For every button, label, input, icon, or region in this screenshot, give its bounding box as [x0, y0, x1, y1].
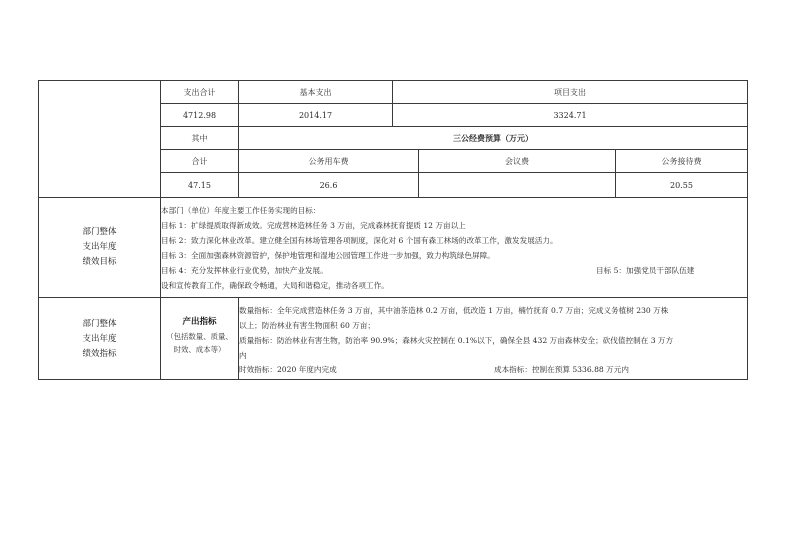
indicators-label-line-1: 部门整体 [82, 319, 117, 329]
goals-intro: 本部门（单位）年度主要工作任务实现的目标： [161, 206, 321, 215]
goal-item-3: 目标 3：全面加强森林资源管护，保护地管理和湿地公园管理工作进一步加强，致力构筑绿色屏障。 [161, 251, 495, 260]
cost-indicator: 成本指标：控制在预算 5336.88 万元内 [494, 365, 629, 374]
sub-label: 其中 [191, 133, 208, 143]
meeting-expense-header: 会议费 [505, 156, 529, 166]
project-expense-header: 项目支出 [554, 87, 586, 97]
quantity-indicator-line-1: 数量指标：全年完成营造林任务 3 万亩，其中油茶造林 0.2 万亩，低改造 1 万亩，楠竹抚育 0.7 万亩；完成义务植树 230 万株 [239, 306, 669, 315]
three-public-total-value: 47.15 [188, 180, 211, 190]
goal-item-4: 目标 4：充分发挥林业行业优势，加快产业发展。 [161, 266, 328, 275]
time-indicator: 时效指标：2020 年度内完成 [239, 365, 337, 374]
basic-expense-header: 基本支出 [299, 87, 332, 97]
reception-expense-header: 公务接待费 [661, 156, 702, 166]
output-indicator-note-2: 时效、成本等） [173, 345, 226, 354]
reception-expense-value: 20.55 [670, 180, 693, 190]
goal-item-5-part-2: 设和宣传教育工作，确保政令畅通，大局和谐稳定，推动各项工作。 [161, 281, 389, 290]
car-expense-value: 26.6 [319, 180, 338, 190]
goal-item-5-part-1: 目标 5：加强党员干部队伍建 [596, 266, 695, 275]
quality-indicator-line-2: 内 [239, 351, 247, 360]
goals-label-line-2: 支出年度 [82, 242, 117, 252]
three-public-title: 三公经费预算（万元） [453, 133, 533, 143]
project-expense-value: 3324.71 [553, 110, 587, 120]
three-public-total-header: 合计 [191, 156, 208, 166]
output-indicator-label [161, 315, 238, 356]
indicators-label [39, 317, 160, 362]
total-expense-value: 4712.98 [182, 110, 217, 120]
indicators-label-line-2: 支出年度 [82, 334, 117, 344]
goals-label [39, 225, 160, 270]
quantity-indicator-line-2: 以上；防治林业有害生物面积 60 万亩； [239, 321, 375, 330]
output-indicator-note-1: （包括数量、质量、 [166, 332, 233, 341]
car-expense-header: 公务用车费 [308, 156, 349, 166]
goal-item-1: 目标 1：扩绿提质取得新成效。完成营林造林任务 3 万亩，完成森林抚育提质 12 万亩以上 [161, 221, 466, 230]
total-expense-header: 支出合计 [183, 87, 216, 97]
output-indicator-title: 产出指标 [182, 317, 217, 327]
indicators-label-line-3: 绩效指标 [82, 349, 117, 359]
basic-expense-value: 2014.17 [298, 110, 333, 120]
goals-label-line-1: 部门整体 [82, 227, 117, 237]
meeting-expense-value [419, 173, 615, 197]
goals-label-line-3: 绩效目标 [82, 257, 117, 267]
goal-item-2: 目标 2：致力深化林业改革。建立健全国有林场管理各项制度，深化对 6 个国有森工林场的改革工作，激发发展活力。 [161, 236, 558, 245]
quality-indicator-line-1: 质量指标：防治林业有害生物，防治率 90.9%；森林火灾控制在 0.1%以下，确保全县 432 万亩森林安全；砍伐值控制在 3 万方 [239, 336, 674, 345]
